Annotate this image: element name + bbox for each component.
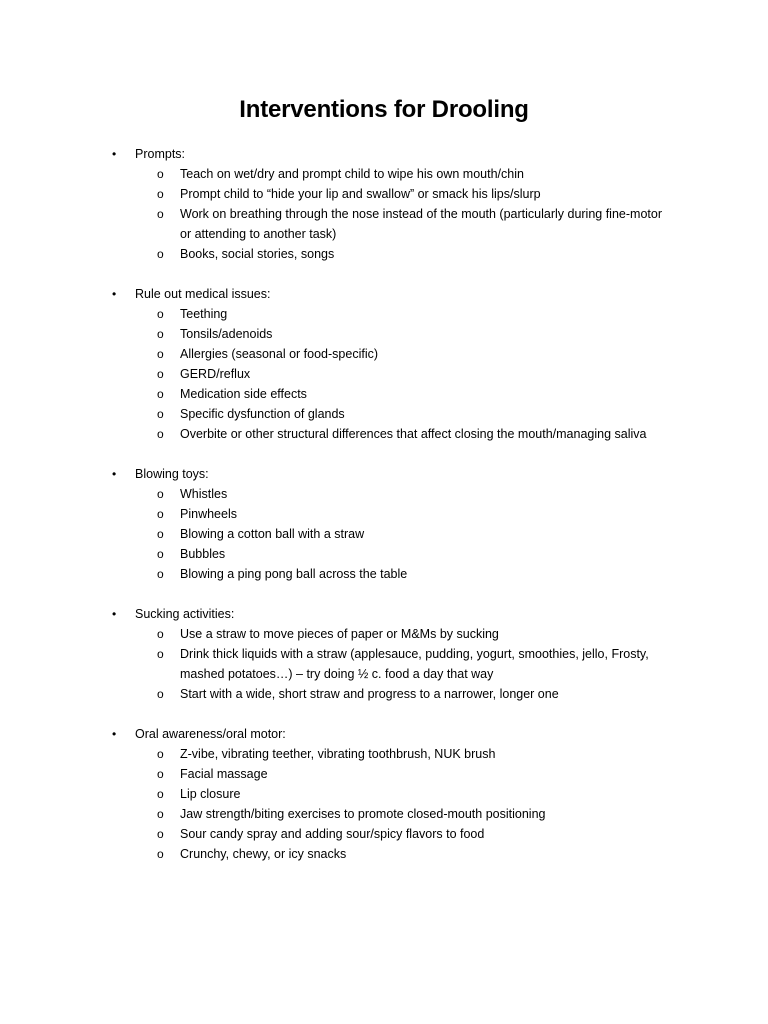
list-item [0,424,768,444]
circle-bullet-icon: o [157,547,164,561]
section [0,464,768,584]
section-heading [0,464,768,484]
list-item [0,624,768,644]
list-item [0,204,768,244]
circle-bullet-icon: o [157,747,164,761]
circle-bullet-icon: o [157,407,164,421]
circle-bullet-icon: o [157,367,164,381]
section-heading-text: Rule out medical issues: [135,287,271,301]
section-heading-text: Sucking activities: [135,607,235,621]
list-item [0,824,768,844]
circle-bullet-icon: o [157,487,164,501]
circle-bullet-icon: o [157,387,164,401]
list-item-text: Lip closure [180,787,241,801]
list-item [0,164,768,184]
list-item [0,764,768,784]
list-item [0,384,768,404]
list-item [0,404,768,424]
list-item-text: Drink thick liquids with a straw (applesauce, pudding, yogurt, smoothies, jello, Frosty, mashed potatoes…) – try doing ½ c. food a day that way [180,647,649,681]
list-item [0,684,768,704]
list-item [0,744,768,764]
circle-bullet-icon: o [157,527,164,541]
section-heading [0,604,768,624]
list-item-text: Allergies (seasonal or food-specific) [180,347,379,361]
circle-bullet-icon: o [157,347,164,361]
document-body [0,144,768,884]
list-item-text: Use a straw to move pieces of paper or M&Ms by sucking [180,627,499,641]
page-title: Interventions for Drooling [239,96,529,123]
list-item-text: Sour candy spray and adding sour/spicy flavors to food [180,827,485,841]
circle-bullet-icon: o [157,787,164,801]
circle-bullet-icon: o [157,567,164,581]
list-item-text: Tonsils/adenoids [180,327,273,341]
circle-bullet-icon: o [157,427,164,441]
list-item-text: Overbite or other structural differences that affect closing the mouth/managing saliva [180,427,647,441]
list-item-text: Bubbles [180,547,226,561]
circle-bullet-icon: o [157,687,164,701]
circle-bullet-icon: o [157,247,164,261]
bullet-icon: • [112,147,117,161]
list-item-text: Whistles [180,487,228,501]
list-item-text: Pinwheels [180,507,237,521]
list-item [0,244,768,264]
list-item-text: Start with a wide, short straw and progress to a narrower, longer one [180,687,559,701]
list-item [0,784,768,804]
list-item-text: Facial massage [180,767,268,781]
section-heading [0,284,768,304]
bullet-icon: • [112,467,117,481]
list-item [0,484,768,504]
circle-bullet-icon: o [157,327,164,341]
sub-list [0,624,768,704]
list-item-text: Work on breathing through the nose instead of the mouth (particularly during fine-motor or attending to another task) [180,207,662,241]
list-item [0,644,768,684]
list-item [0,844,768,864]
circle-bullet-icon: o [157,627,164,641]
list-item-text: GERD/reflux [180,367,251,381]
section-heading [0,144,768,164]
section-heading-text: Blowing toys: [135,467,209,481]
list-item [0,304,768,324]
list-item-text: Blowing a ping pong ball across the table [180,567,408,581]
list-item-text: Teething [180,307,228,321]
section [0,144,768,264]
circle-bullet-icon: o [157,507,164,521]
list-item [0,544,768,564]
list-item-text: Books, social stories, songs [180,247,335,261]
bullet-icon: • [112,607,117,621]
section-heading-text: Oral awareness/oral motor: [135,727,286,741]
section [0,604,768,704]
circle-bullet-icon: o [157,207,164,221]
bullet-icon: • [112,287,117,301]
section [0,724,768,864]
circle-bullet-icon: o [157,807,164,821]
circle-bullet-icon: o [157,167,164,181]
sub-list [0,484,768,584]
circle-bullet-icon: o [157,847,164,861]
list-item [0,364,768,384]
list-item-text: Blowing a cotton ball with a straw [180,527,365,541]
section [0,284,768,444]
list-item [0,564,768,584]
list-item [0,804,768,824]
list-item [0,324,768,344]
circle-bullet-icon: o [157,307,164,321]
list-item-text: Teach on wet/dry and prompt child to wipe his own mouth/chin [180,167,524,181]
circle-bullet-icon: o [157,827,164,841]
sub-list [0,164,768,264]
section-heading-text: Prompts: [135,147,186,161]
list-item-text: Prompt child to “hide your lip and swallow” or smack his lips/slurp [180,187,541,201]
section-heading [0,724,768,744]
sub-list [0,744,768,864]
list-item [0,504,768,524]
list-item [0,184,768,204]
circle-bullet-icon: o [157,647,164,661]
sub-list [0,304,768,444]
list-item-text: Z-vibe, vibrating teether, vibrating toothbrush, NUK brush [180,747,496,761]
list-item-text: Jaw strength/biting exercises to promote closed-mouth positioning [180,807,546,821]
list-item-text: Medication side effects [180,387,307,401]
circle-bullet-icon: o [157,187,164,201]
circle-bullet-icon: o [157,767,164,781]
bullet-icon: • [112,727,117,741]
list-item-text: Specific dysfunction of glands [180,407,345,421]
list-item-text: Crunchy, chewy, or icy snacks [180,847,347,861]
list-item [0,344,768,364]
list-item [0,524,768,544]
